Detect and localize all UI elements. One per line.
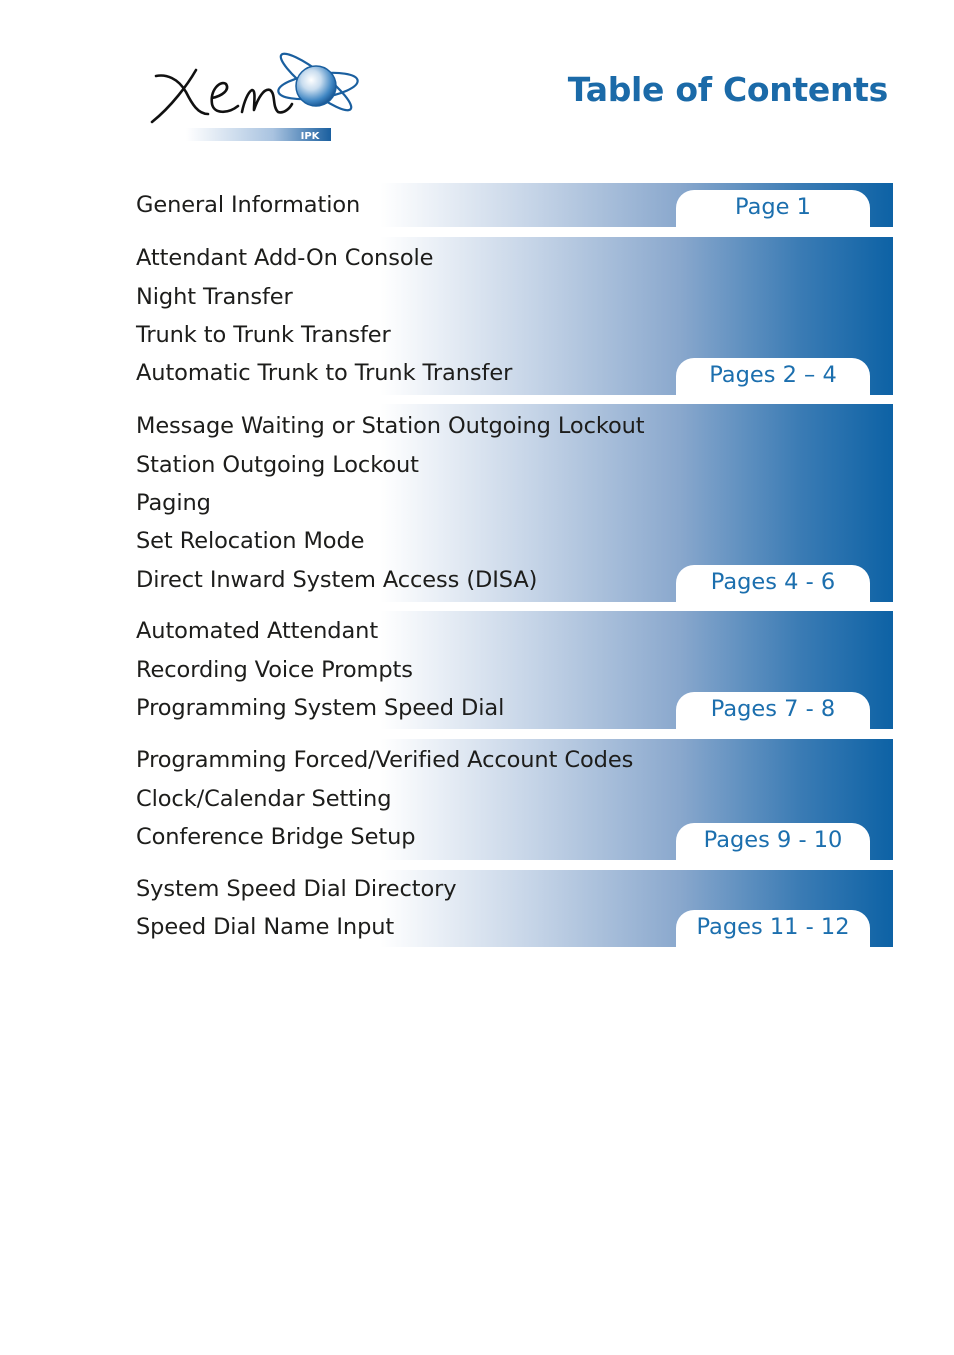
- toc-section: [128, 237, 893, 395]
- toc-entry[interactable]: Conference Bridge Setup: [136, 824, 416, 850]
- toc-entry[interactable]: Paging: [136, 490, 211, 516]
- toc-entry[interactable]: Trunk to Trunk Transfer: [136, 322, 391, 348]
- page-range-tab[interactable]: [676, 823, 870, 860]
- toc-entry[interactable]: Station Outgoing Lockout: [136, 452, 419, 478]
- page-range-label: Pages 11 - 12: [696, 914, 850, 940]
- toc-entry[interactable]: System Speed Dial Directory: [136, 876, 457, 902]
- toc-entry[interactable]: General Information: [136, 192, 361, 218]
- page-range-tab[interactable]: [676, 358, 870, 395]
- toc-entry[interactable]: Night Transfer: [136, 284, 293, 310]
- page-range-tab[interactable]: [676, 565, 870, 602]
- page-range-label: Pages 9 - 10: [703, 827, 843, 853]
- page-title: Table of Contents: [567, 70, 888, 109]
- page-range-label: Pages 2 – 4: [709, 362, 837, 388]
- page-range-label: Pages 4 - 6: [710, 569, 836, 595]
- toc-section: [128, 183, 893, 227]
- toc-entry[interactable]: Direct Inward System Access (DISA): [136, 567, 538, 593]
- toc-entry[interactable]: Programming System Speed Dial: [136, 695, 505, 721]
- toc-section: [128, 404, 893, 602]
- page-range-tab[interactable]: [676, 190, 870, 227]
- xen-logo-graphic: [148, 34, 363, 144]
- toc-entry[interactable]: Attendant Add-On Console: [136, 245, 434, 271]
- page-range-label: Page 1: [735, 194, 811, 220]
- page-range-label: Pages 7 - 8: [710, 696, 836, 722]
- toc-entry[interactable]: Speed Dial Name Input: [136, 914, 395, 940]
- logo-sub-text: IPK: [300, 131, 320, 142]
- toc-entry[interactable]: Programming Forced/Verified Account Codes: [136, 747, 634, 773]
- toc-entry[interactable]: Automatic Trunk to Trunk Transfer: [136, 360, 513, 386]
- xen-ipk-logo: [148, 34, 363, 144]
- toc-entry[interactable]: Automated Attendant: [136, 618, 379, 644]
- toc-section: [128, 739, 893, 860]
- toc-section: [128, 611, 893, 729]
- toc-entry[interactable]: Message Waiting or Station Outgoing Lockout: [136, 413, 645, 439]
- toc-section: [128, 870, 893, 947]
- page-range-tab[interactable]: [676, 692, 870, 729]
- toc-entry[interactable]: Recording Voice Prompts: [136, 657, 413, 683]
- toc-entry[interactable]: Clock/Calendar Setting: [136, 786, 392, 812]
- toc-entry[interactable]: Set Relocation Mode: [136, 528, 365, 554]
- page-range-tab[interactable]: [676, 910, 870, 947]
